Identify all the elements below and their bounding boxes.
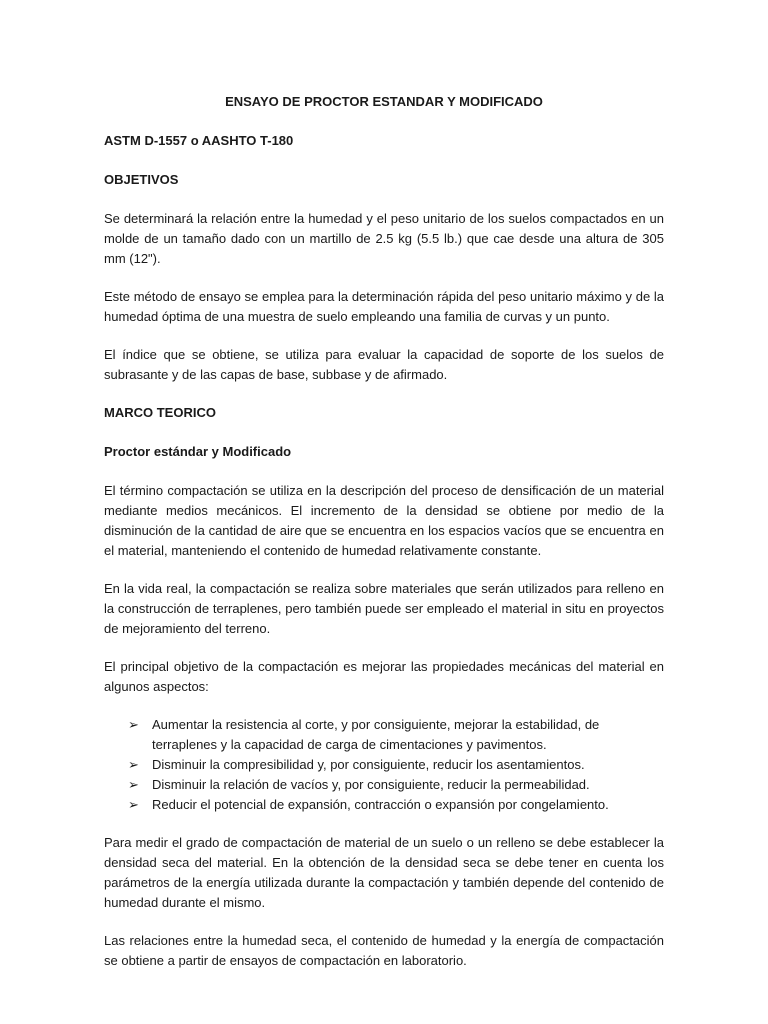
arrow-bullet-icon: ➢	[128, 797, 139, 812]
marco-paragraph: En la vida real, la compactación se realiza sobre materiales que serán utilizados para relleno en la construcción de terraplenes, pero también puede ser empleado el material in situ en proyectos de mejoramiento del terreno.	[104, 581, 664, 636]
objectives-heading: OBJETIVOS	[104, 172, 179, 187]
list-item	[128, 755, 664, 775]
arrow-bullet-icon: ➢	[128, 717, 139, 732]
list-item	[128, 795, 664, 815]
closing-paragraph: Las relaciones entre la humedad seca, el contenido de humedad y la energía de compactación se obtiene a partir de ensayos de compactación en laboratorio.	[104, 933, 664, 968]
objectives-paragraph: El índice que se obtiene, se utiliza para evaluar la capacidad de soporte de los suelos de subrasante y de las capas de base, subbase y de afirmado.	[104, 347, 664, 382]
bullet-list	[104, 715, 664, 815]
list-item-text: Reducir el potencial de expansión, contracción o expansión por congelamiento.	[152, 797, 609, 812]
list-item-text: Disminuir la relación de vacíos y, por consiguiente, reducir la permeabilidad.	[152, 777, 590, 792]
standard-heading: ASTM D-1557 o AASHTO T-180	[104, 133, 294, 148]
arrow-bullet-icon: ➢	[128, 757, 139, 772]
marco-teorico-heading: MARCO TEORICO	[104, 405, 216, 420]
list-item-text: Disminuir la compresibilidad y, por consiguiente, reducir los asentamientos.	[152, 757, 585, 772]
objectives-paragraph: Este método de ensayo se emplea para la determinación rápida del peso unitario máximo y de la humedad óptima de una muestra de suelo empleando una familia de curvas y un punto.	[104, 289, 664, 324]
marco-paragraph: El término compactación se utiliza en la descripción del proceso de densificación de un material mediante medios mecánicos. El incremento de la densidad se obtiene por medio de la disminución de la cantidad de aire que se encuentra en los espacios vacíos que se encuentra en el material, manteniendo el contenido de humedad relativamente constante.	[104, 483, 664, 558]
objectives-paragraph: Se determinará la relación entre la humedad y el peso unitario de los suelos compactados en un molde de un tamaño dado con un martillo de 2.5 kg (5.5 lb.) que cae desde una altura de 305 mm (12").	[104, 211, 664, 266]
marco-paragraph: El principal objetivo de la compactación es mejorar las propiedades mecánicas del material en algunos aspectos:	[104, 659, 664, 694]
list-item	[128, 715, 664, 755]
list-item	[128, 775, 664, 795]
document-title: ENSAYO DE PROCTOR ESTANDAR Y MODIFICADO	[225, 94, 543, 109]
list-item-text: Aumentar la resistencia al corte, y por consiguiente, mejorar la estabilidad, de terraplenes y la capacidad de carga de cimentaciones y pavimentos.	[152, 717, 600, 752]
closing-paragraph: Para medir el grado de compactación de material de un suelo o un relleno se debe establecer la densidad seca del material. En la obtención de la densidad seca se debe tener en cuenta los parámetros de la energía utilizada durante la compactación y también depende del contenido de humedad durante el mismo.	[104, 835, 664, 910]
proctor-subheading: Proctor estándar y Modificado	[104, 444, 292, 459]
arrow-bullet-icon: ➢	[128, 777, 139, 792]
